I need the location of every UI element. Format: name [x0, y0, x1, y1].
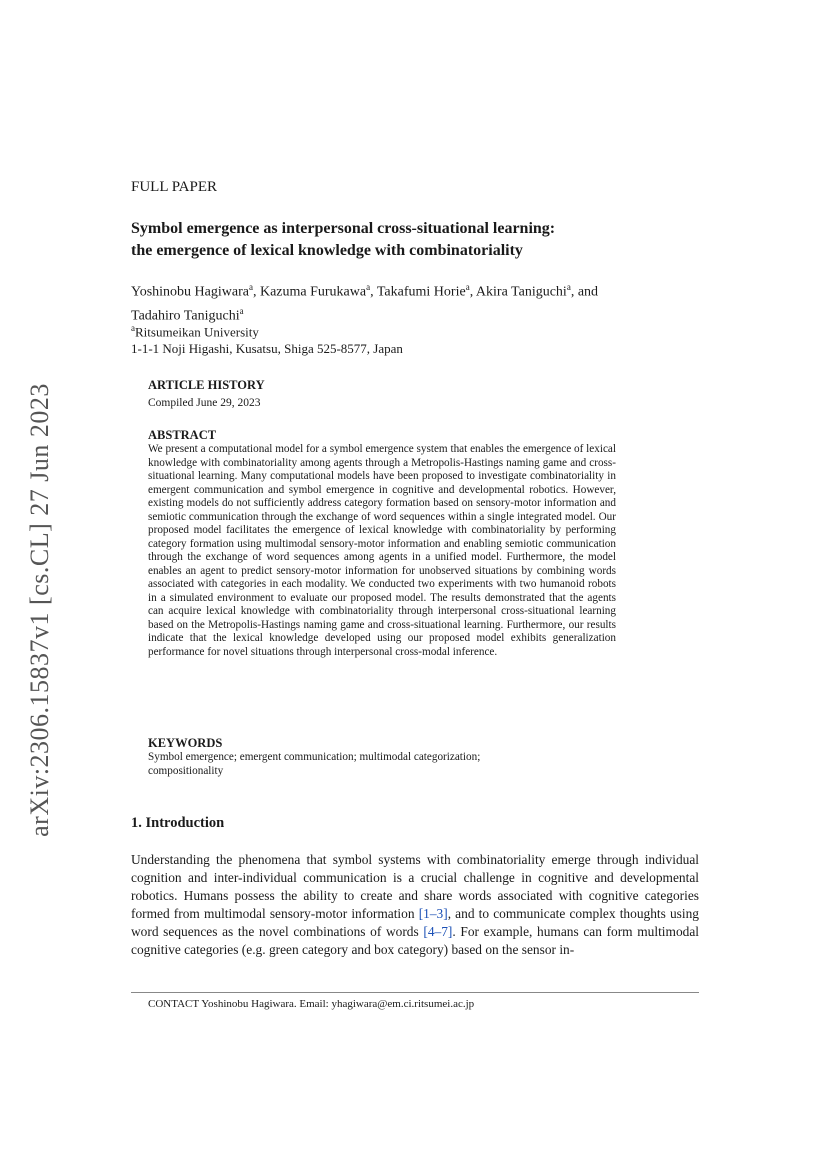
- author-separator: ,: [469, 284, 476, 300]
- citation-link[interactable]: [1–3]: [418, 906, 448, 921]
- author-affil-mark: a: [465, 282, 470, 292]
- footnote-rule: [131, 992, 699, 993]
- affil-mark: a: [131, 323, 135, 333]
- title-line-2: the emergence of lexical knowledge with combinatoriality: [131, 242, 523, 259]
- introduction-paragraph: [131, 851, 699, 959]
- affiliation: [131, 320, 699, 357]
- arxiv-identifier: arXiv:2306.15837v1 [cs.CL] 27 Jun 2023: [25, 383, 54, 837]
- author-name: Yoshinobu Hagiwara: [131, 284, 249, 300]
- author-name: Kazuma Furukawa: [259, 284, 367, 300]
- abstract-heading: ABSTRACT: [148, 428, 217, 442]
- author-name: Tadahiro Taniguchi: [131, 308, 240, 324]
- author-separator: ,: [370, 284, 377, 300]
- author-affil-mark: a: [366, 282, 371, 292]
- author-name: Akira Taniguchi: [475, 284, 567, 300]
- compiled-date: Compiled June 29, 2023: [148, 397, 261, 409]
- author-separator: ,: [252, 284, 260, 300]
- paper-type-label: FULL PAPER: [131, 179, 218, 195]
- arxiv-sidebar: [20, 370, 60, 850]
- intro-text-1: Understanding the phenomena that symbol systems with combinatoriality emerge through individual cognition and inter-individual communication is a crucial challenge in cognitive and developmental robotics. Humans possess the ability to create and share words associated with cognitive categories formed from multimodal sensory-motor information: [131, 852, 699, 921]
- keywords-heading: KEYWORDS: [148, 736, 223, 750]
- keywords-list: [148, 751, 616, 778]
- abstract-text: We present a computational model for a symbol emergence system that enables the emergence of lexical knowledge with combinatoriality among agents through a Metropolis-Hastings naming game and cross-situational learning. Many computational models have been proposed to investigate combinatoriality in emergent communication and symbol emergence in cognitive and developmental robotics. However, existing models do not sufficiently address category formation based on sensory-motor information and semiotic communication through the exchange of word sequences within a single integrated model. Our proposed model facilitates the emergence of lexical knowledge with combinatoriality by performing category formation using multimodal sensory-motor information and enabling semiotic communication through the exchange of word sequences among agents in a unified model. Furthermore, the model enables an agent to predict sensory-motor information for unobserved situations by combining words associated with categories in each modality. We conducted two experiments with two humanoid robots in a simulated environment to evaluate our proposed model. The results demonstrated that the agents can acquire lexical knowledge with combinatoriality through interpersonal cross-situational learning based on the Metropolis-Hastings naming game and cross-situational learning. Furthermore, our results indicate that the lexical knowledge developed using our proposed model exhibits generalization performance for novel situations through interpersonal cross-modal inference.: [148, 443, 616, 658]
- article-history-heading: ARTICLE HISTORY: [148, 378, 265, 392]
- author-list: [131, 278, 699, 325]
- paper-title: [131, 218, 699, 262]
- intro-text-3: . For example, humans can form multimodal cognitive categories (e.g. green category and box category) based on the sensor in-: [131, 924, 700, 957]
- title-line-1: Symbol emergence as interpersonal cross-situational learning:: [131, 220, 556, 237]
- author-affil-mark: a: [248, 282, 253, 292]
- contact-footnote: CONTACT Yoshinobu Hagiwara. Email: yhagiwara@em.ci.ritsumei.ac.jp: [148, 998, 475, 1010]
- keywords-line-2: compositionality: [148, 764, 224, 777]
- affil-name: Ritsumeikan University: [135, 324, 259, 340]
- author-and: , and: [570, 284, 599, 300]
- intro-text-2: , and to communicate complex thoughts using word sequences as the novel combinations of words: [131, 906, 699, 939]
- section-heading-introduction: 1. Introduction: [131, 815, 225, 831]
- citation-link[interactable]: [4–7]: [423, 924, 453, 939]
- keywords-line-1: Symbol emergence; emergent communication; multimodal categorization;: [148, 751, 481, 763]
- affil-address: 1-1-1 Noji Higashi, Kusatsu, Shiga 525-8577, Japan: [131, 341, 403, 357]
- author-affil-mark: a: [566, 282, 571, 292]
- author-affil-mark: a: [239, 305, 244, 316]
- author-name: Takafumi Horie: [376, 284, 466, 300]
